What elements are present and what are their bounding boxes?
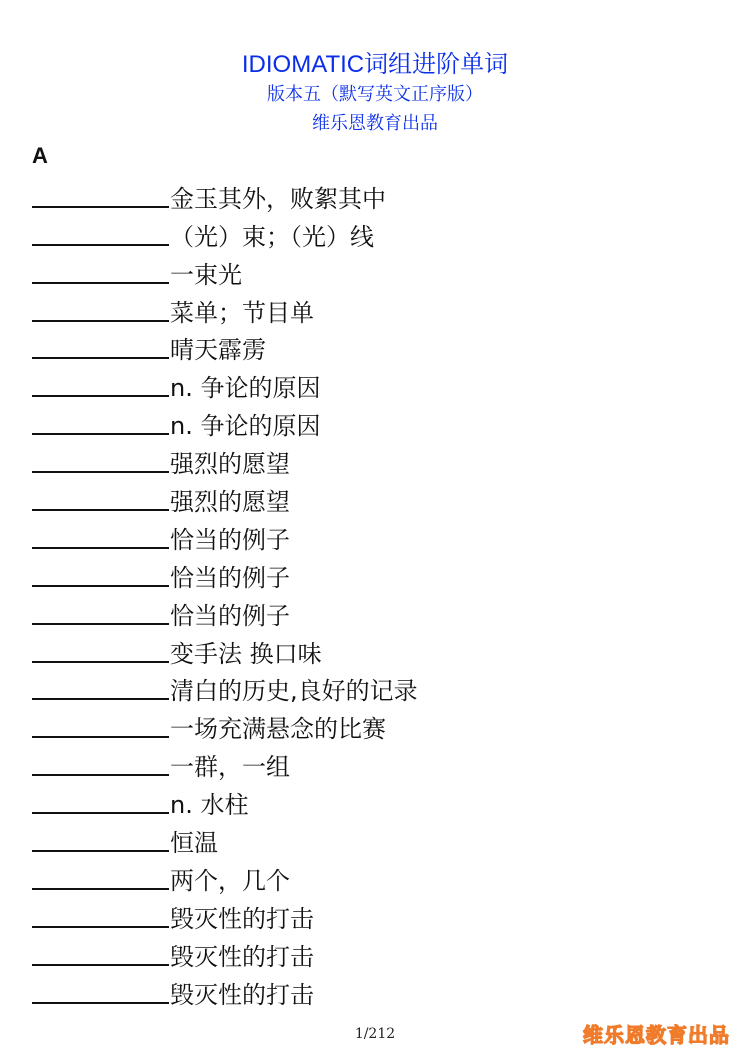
vocabulary-row xyxy=(32,328,712,366)
vocabulary-row xyxy=(32,252,712,290)
chinese-meaning: 一群，一组 xyxy=(170,753,290,782)
publisher-line: 维乐恩教育出品 xyxy=(312,113,438,134)
vocabulary-row xyxy=(32,972,712,1010)
vocabulary-row xyxy=(32,593,712,631)
answer-blank xyxy=(32,509,169,511)
vocabulary-row xyxy=(32,176,712,214)
vocabulary-row xyxy=(32,858,712,896)
chinese-meaning: 一场充满悬念的比赛 xyxy=(170,715,386,744)
chinese-meaning: 恰当的例子 xyxy=(170,601,290,630)
vocabulary-row xyxy=(32,820,712,858)
vocabulary-row xyxy=(32,782,712,820)
answer-blank xyxy=(32,357,169,359)
answer-blank xyxy=(32,320,169,322)
answer-blank xyxy=(32,547,169,549)
vocabulary-row xyxy=(32,669,712,707)
chinese-meaning: 强烈的愿望 xyxy=(170,488,290,517)
chinese-meaning: 变手法 换口味 xyxy=(170,639,322,668)
answer-blank xyxy=(32,964,169,966)
chinese-meaning: 毁灭性的打击 xyxy=(170,980,314,1009)
answer-blank xyxy=(32,433,169,435)
chinese-meaning: 恰当的例子 xyxy=(170,525,290,554)
section-letter: A xyxy=(32,143,48,168)
vocabulary-row xyxy=(32,479,712,517)
chinese-meaning: n. 水柱 xyxy=(170,791,249,820)
chinese-meaning: n. 争论的原因 xyxy=(170,374,321,403)
answer-blank xyxy=(32,206,169,208)
vocabulary-row xyxy=(32,517,712,555)
vocabulary-row xyxy=(32,214,712,252)
vocabulary-row xyxy=(32,934,712,972)
answer-blank xyxy=(32,623,169,625)
publisher-watermark: 维乐恩教育出品 xyxy=(583,1023,730,1047)
chinese-meaning: 一束光 xyxy=(170,260,242,289)
answer-blank xyxy=(32,1002,169,1004)
chinese-meaning: 恒温 xyxy=(170,829,218,858)
vocabulary-row xyxy=(32,896,712,934)
chinese-meaning: n. 争论的原因 xyxy=(170,412,321,441)
answer-blank xyxy=(32,812,169,814)
answer-blank xyxy=(32,471,169,473)
document-title: IDIOMATIC词组进阶单词 xyxy=(241,51,509,78)
answer-blank xyxy=(32,244,169,246)
chinese-meaning: 清白的历史,良好的记录 xyxy=(170,677,418,706)
vocabulary-row xyxy=(32,706,712,744)
answer-blank xyxy=(32,661,169,663)
answer-blank xyxy=(32,698,169,700)
chinese-meaning: 恰当的例子 xyxy=(170,563,290,592)
chinese-meaning: 毁灭性的打击 xyxy=(170,942,314,971)
document-subtitle: 版本五（默写英文正序版） xyxy=(267,84,483,105)
answer-blank xyxy=(32,395,169,397)
answer-blank xyxy=(32,850,169,852)
answer-blank xyxy=(32,585,169,587)
chinese-meaning: （光）束；（光）线 xyxy=(170,222,374,251)
chinese-meaning: 金玉其外，败絮其中 xyxy=(170,184,386,213)
answer-blank xyxy=(32,888,169,890)
chinese-meaning: 菜单；节目单 xyxy=(170,298,314,327)
vocabulary-row xyxy=(32,631,712,669)
vocabulary-row xyxy=(32,403,712,441)
vocabulary-list xyxy=(32,176,712,1010)
vocabulary-row xyxy=(32,555,712,593)
answer-blank xyxy=(32,774,169,776)
answer-blank xyxy=(32,282,169,284)
chinese-meaning: 毁灭性的打击 xyxy=(170,904,314,933)
answer-blank xyxy=(32,736,169,738)
vocabulary-row xyxy=(32,441,712,479)
answer-blank xyxy=(32,926,169,928)
vocabulary-row xyxy=(32,290,712,328)
page-number: 1/212 xyxy=(354,1026,396,1042)
vocabulary-row xyxy=(32,744,712,782)
vocabulary-row xyxy=(32,365,712,403)
chinese-meaning: 强烈的愿望 xyxy=(170,450,290,479)
chinese-meaning: 晴天霹雳 xyxy=(170,336,266,365)
chinese-meaning: 两个，几个 xyxy=(170,866,290,895)
